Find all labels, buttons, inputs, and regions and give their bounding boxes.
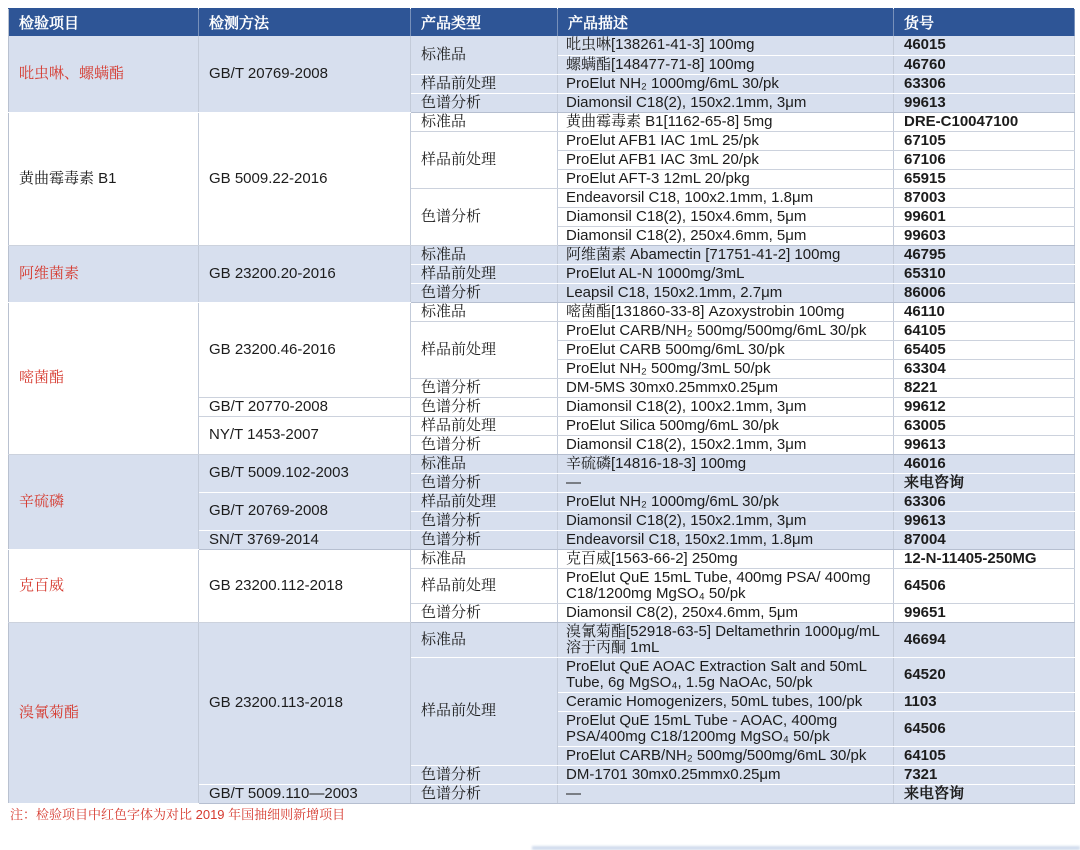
product-desc-cell: ProElut QuE 15mL Tube, 400mg PSA/ 400mg C18/1200mg MgSO₄ 50/pk — [558, 568, 894, 603]
product-type-cell: 色谱分析 — [411, 784, 558, 803]
catalog-no-cell: 1103 — [894, 692, 1075, 711]
catalog-no-cell: 来电咨询 — [894, 473, 1075, 492]
method-cell: GB 23200.20-2016 — [199, 245, 411, 302]
item-cell: 溴氰菊酯 — [9, 622, 199, 803]
product-desc-cell: 辛硫磷[14816-18-3] 100mg — [558, 454, 894, 473]
footnote: 注：检验项目中红色字体为对比 2019 年国抽细则新增项目 — [10, 806, 346, 822]
catalog-no-cell: 63005 — [894, 416, 1075, 435]
catalog-no-cell: 87003 — [894, 188, 1075, 207]
product-desc-cell: 螺螨酯[148477-71-8] 100mg — [558, 55, 894, 74]
product-desc-cell: ProElut AFB1 IAC 3mL 20/pk — [558, 150, 894, 169]
product-type-cell: 标准品 — [411, 36, 558, 74]
product-desc-cell: Ceramic Homogenizers, 50mL tubes, 100/pk — [558, 692, 894, 711]
catalog-no-cell: 67105 — [894, 131, 1075, 150]
header-row — [9, 9, 1075, 37]
catalog-no-cell: 46015 — [894, 36, 1075, 55]
product-type-cell: 样品前处理 — [411, 74, 558, 93]
product-type-cell: 色谱分析 — [411, 473, 558, 492]
catalog-no-cell: 8221 — [894, 378, 1075, 397]
catalog-no-cell: 65310 — [894, 264, 1075, 283]
product-desc-cell: 阿维菌素 Abamectin [71751-41-2] 100mg — [558, 245, 894, 264]
product-type-cell: 样品前处理 — [411, 264, 558, 283]
catalog-no-cell: 64506 — [894, 711, 1075, 746]
product-type-cell: 样品前处理 — [411, 568, 558, 603]
product-type-cell: 样品前处理 — [411, 321, 558, 378]
catalog-no-cell: 来电咨询 — [894, 784, 1075, 803]
product-type-cell: 标准品 — [411, 112, 558, 131]
method-cell: GB 23200.113-2018 — [199, 622, 411, 784]
catalog-no-cell: 46016 — [894, 454, 1075, 473]
catalog-no-cell: 99601 — [894, 207, 1075, 226]
product-desc-cell: Diamonsil C18(2), 150x2.1mm, 3μm — [558, 511, 894, 530]
product-desc-cell: ProElut CARB 500mg/6mL 30/pk — [558, 340, 894, 359]
method-cell: GB/T 20770-2008 — [199, 397, 411, 416]
item-cell: 克百威 — [9, 549, 199, 622]
test-item-catalog-table — [8, 8, 1075, 804]
catalog-no-cell: 63304 — [894, 359, 1075, 378]
product-desc-cell: DM-1701 30mx0.25mmx0.25μm — [558, 765, 894, 784]
method-cell: GB/T 5009.102-2003 — [199, 454, 411, 492]
product-type-cell: 色谱分析 — [411, 765, 558, 784]
catalog-no-cell: 65915 — [894, 169, 1075, 188]
product-desc-cell: Endeavorsil C18, 100x2.1mm, 1.8μm — [558, 188, 894, 207]
catalog-no-cell: 64520 — [894, 657, 1075, 692]
method-cell: GB/T 20769-2008 — [199, 492, 411, 530]
catalog-no-cell: 12-N-11405-250MG — [894, 549, 1075, 568]
table-row — [9, 302, 1075, 321]
product-type-cell: 色谱分析 — [411, 378, 558, 397]
catalog-no-cell: 64105 — [894, 746, 1075, 765]
product-desc-cell: 克百威[1563-66-2] 250mg — [558, 549, 894, 568]
product-type-cell: 色谱分析 — [411, 435, 558, 454]
catalog-no-cell: 99613 — [894, 93, 1075, 112]
product-desc-cell: ProElut NH₂ 1000mg/6mL 30/pk — [558, 492, 894, 511]
method-cell: GB/T 5009.110—2003 — [199, 784, 411, 803]
item-cell: 辛硫磷 — [9, 454, 199, 549]
product-type-cell: 标准品 — [411, 302, 558, 321]
col-header-catalog-no: 货号 — [894, 9, 1075, 37]
table-row — [9, 36, 1075, 55]
catalog-no-cell: 46760 — [894, 55, 1075, 74]
product-type-cell: 样品前处理 — [411, 657, 558, 765]
product-desc-cell: ProElut Silica 500mg/6mL 30/pk — [558, 416, 894, 435]
catalog-no-cell: 64105 — [894, 321, 1075, 340]
product-desc-cell: Diamonsil C18(2), 150x4.6mm, 5μm — [558, 207, 894, 226]
product-type-cell: 色谱分析 — [411, 93, 558, 112]
product-desc-cell: Diamonsil C18(2), 150x2.1mm, 3μm — [558, 93, 894, 112]
product-type-cell: 标准品 — [411, 622, 558, 657]
item-cell: 吡虫啉、螺螨酯 — [9, 36, 199, 112]
catalog-no-cell: 99651 — [894, 603, 1075, 622]
method-cell: SN/T 3769-2014 — [199, 530, 411, 549]
catalog-no-cell: 99613 — [894, 435, 1075, 454]
product-type-cell: 标准品 — [411, 245, 558, 264]
product-type-cell: 色谱分析 — [411, 530, 558, 549]
product-desc-cell: ProElut CARB/NH₂ 500mg/500mg/6mL 30/pk — [558, 321, 894, 340]
catalog-no-cell: DRE-C10047100 — [894, 112, 1075, 131]
product-desc-cell: Diamonsil C18(2), 150x2.1mm, 3μm — [558, 435, 894, 454]
product-desc-cell: ProElut NH₂ 500mg/3mL 50/pk — [558, 359, 894, 378]
product-type-cell: 色谱分析 — [411, 283, 558, 302]
method-cell: GB 5009.22-2016 — [199, 112, 411, 245]
col-header-test-item: 检验项目 — [9, 9, 199, 37]
product-type-cell: 标准品 — [411, 454, 558, 473]
catalog-table-body — [9, 36, 1075, 803]
product-desc-cell: Diamonsil C18(2), 250x4.6mm, 5μm — [558, 226, 894, 245]
product-desc-cell: ProElut QuE 15mL Tube - AOAC, 400mg PSA/400mg C18/1200mg MgSO₄ 50/pk — [558, 711, 894, 746]
product-desc-cell: ProElut AFB1 IAC 1mL 25/pk — [558, 131, 894, 150]
method-cell: GB 23200.112-2018 — [199, 549, 411, 622]
method-cell: NY/T 1453-2007 — [199, 416, 411, 454]
table-row — [9, 245, 1075, 264]
product-type-cell: 样品前处理 — [411, 416, 558, 435]
product-type-cell: 色谱分析 — [411, 188, 558, 245]
product-type-cell: 色谱分析 — [411, 397, 558, 416]
product-desc-cell: 黄曲霉毒素 B1[1162-65-8] 5mg — [558, 112, 894, 131]
product-desc-cell: Endeavorsil C18, 150x2.1mm, 1.8μm — [558, 530, 894, 549]
product-desc-cell: ProElut NH₂ 1000mg/6mL 30/pk — [558, 74, 894, 93]
product-desc-cell: ProElut QuE AOAC Extraction Salt and 50mL Tube, 6g MgSO₄, 1.5g NaOAc, 50/pk — [558, 657, 894, 692]
product-type-cell: 样品前处理 — [411, 492, 558, 511]
table-row — [9, 454, 1075, 473]
table-row — [9, 622, 1075, 657]
item-cell: 黄曲霉毒素 B1 — [9, 112, 199, 245]
product-desc-cell: ProElut CARB/NH₂ 500mg/500mg/6mL 30/pk — [558, 746, 894, 765]
col-header-method: 检测方法 — [199, 9, 411, 37]
product-desc-cell: 溴氰菊酯[52918-63-5] Deltamethrin 1000μg/mL 溶于丙酮 1mL — [558, 622, 894, 657]
catalog-no-cell: 46110 — [894, 302, 1075, 321]
catalog-no-cell: 99613 — [894, 511, 1075, 530]
catalog-no-cell: 67106 — [894, 150, 1075, 169]
product-desc-cell: 嘧菌酯[131860-33-8] Azoxystrobin 100mg — [558, 302, 894, 321]
table-row — [9, 112, 1075, 131]
method-cell: GB 23200.46-2016 — [199, 302, 411, 397]
product-desc-cell: Diamonsil C8(2), 250x4.6mm, 5μm — [558, 603, 894, 622]
product-type-cell: 标准品 — [411, 549, 558, 568]
product-desc-cell: — — [558, 784, 894, 803]
table-row — [9, 549, 1075, 568]
product-desc-cell: ProElut AFT-3 12mL 20/pkg — [558, 169, 894, 188]
col-header-product-desc: 产品描述 — [558, 9, 894, 37]
catalog-no-cell: 86006 — [894, 283, 1075, 302]
product-desc-cell: Leapsil C18, 150x2.1mm, 2.7μm — [558, 283, 894, 302]
catalog-no-cell: 46694 — [894, 622, 1075, 657]
catalog-no-cell: 46795 — [894, 245, 1075, 264]
product-desc-cell: DM-5MS 30mx0.25mmx0.25μm — [558, 378, 894, 397]
col-header-product-type: 产品类型 — [411, 9, 558, 37]
catalog-no-cell: 87004 — [894, 530, 1075, 549]
product-type-cell: 色谱分析 — [411, 603, 558, 622]
catalog-no-cell: 64506 — [894, 568, 1075, 603]
catalog-no-cell: 63306 — [894, 74, 1075, 93]
method-cell: GB/T 20769-2008 — [199, 36, 411, 112]
item-cell: 嘧菌酯 — [9, 302, 199, 454]
product-type-cell: 样品前处理 — [411, 131, 558, 188]
cropped-next-table-artifact — [532, 846, 1080, 850]
item-cell: 阿维菌素 — [9, 245, 199, 302]
product-desc-cell: — — [558, 473, 894, 492]
product-desc-cell: 吡虫啉[138261-41-3] 100mg — [558, 36, 894, 55]
catalog-no-cell: 7321 — [894, 765, 1075, 784]
catalog-no-cell: 99603 — [894, 226, 1075, 245]
product-type-cell: 色谱分析 — [411, 511, 558, 530]
product-desc-cell: Diamonsil C18(2), 100x2.1mm, 3μm — [558, 397, 894, 416]
catalog-no-cell: 65405 — [894, 340, 1075, 359]
catalog-no-cell: 63306 — [894, 492, 1075, 511]
product-desc-cell: ProElut AL-N 1000mg/3mL — [558, 264, 894, 283]
catalog-no-cell: 99612 — [894, 397, 1075, 416]
